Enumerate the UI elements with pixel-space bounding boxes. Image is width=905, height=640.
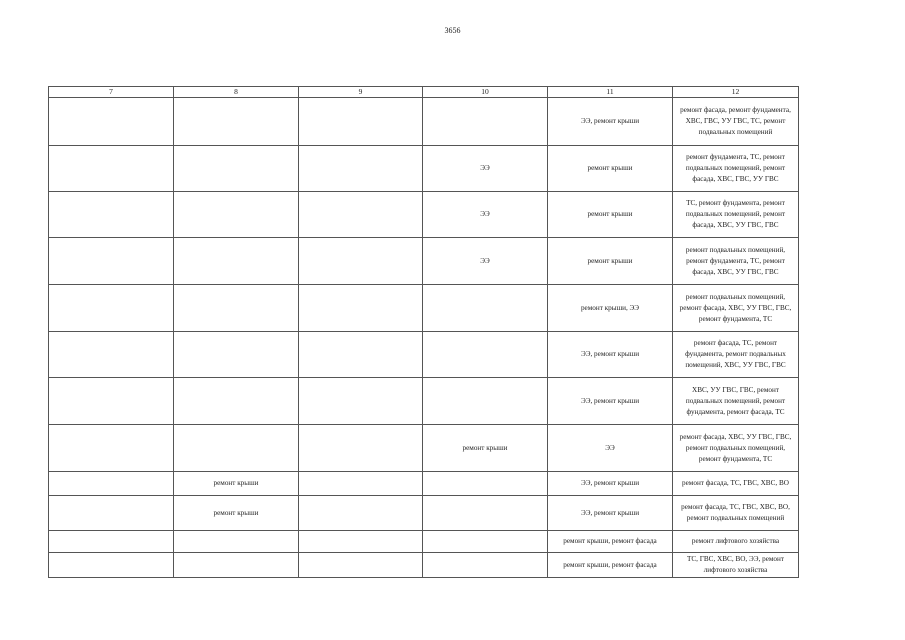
header-row [49, 87, 799, 98]
table-cell: ЭЭ, ремонт крыши [548, 98, 673, 146]
table-cell [174, 531, 299, 553]
table-cell [299, 332, 423, 378]
table-cell: ремонт фундамента, ТС, ремонт подвальных помещений, ремонт фасада, ХВС, ГВС, УУ ГВС [673, 146, 799, 192]
table-cell [423, 472, 548, 496]
table-row [49, 192, 799, 238]
table-cell [49, 146, 174, 192]
table-cell: ремонт крыши [423, 425, 548, 472]
table-cell [49, 472, 174, 496]
table-cell [174, 378, 299, 425]
table-row [49, 378, 799, 425]
column-header: 9 [299, 87, 423, 98]
table-cell [174, 332, 299, 378]
table-cell [423, 98, 548, 146]
table-cell: ЭЭ [423, 146, 548, 192]
table-cell [49, 285, 174, 332]
table-cell [49, 531, 174, 553]
table-cell [423, 553, 548, 578]
table-cell [49, 553, 174, 578]
table-cell [49, 192, 174, 238]
table-cell [49, 98, 174, 146]
table-cell: ремонт крыши, ЭЭ [548, 285, 673, 332]
table-cell [174, 238, 299, 285]
column-header: 8 [174, 87, 299, 98]
table-cell [299, 192, 423, 238]
table-cell: ТС, ГВС, ХВС, ВО, ЭЭ, ремонт лифтового хозяйства [673, 553, 799, 578]
table-cell [299, 531, 423, 553]
table-cell [299, 378, 423, 425]
table-cell [299, 472, 423, 496]
table-row [49, 425, 799, 472]
table-cell [49, 496, 174, 531]
table-cell: ЭЭ [423, 238, 548, 285]
table-cell: ремонт крыши [548, 192, 673, 238]
column-header: 10 [423, 87, 548, 98]
page-number: 3656 [444, 26, 461, 35]
table-cell [174, 425, 299, 472]
table-cell [423, 332, 548, 378]
table-cell [299, 285, 423, 332]
table-cell: ремонт крыши [174, 472, 299, 496]
table-cell: ТС, ремонт фундамента, ремонт подвальных помещений, ремонт фасада, ХВС, УУ ГВС, ГВС [673, 192, 799, 238]
table-row [49, 496, 799, 531]
table-row [49, 98, 799, 146]
table-cell [423, 531, 548, 553]
table-cell: ремонт подвальных помещений, ремонт фундамента, ТС, ремонт фасада, ХВС, УУ ГВС, ГВС [673, 238, 799, 285]
table-cell: ХВС, УУ ГВС, ГВС, ремонт подвальных помещений, ремонт фундамента, ремонт фасада, ТС [673, 378, 799, 425]
table-cell [49, 425, 174, 472]
table-cell: ремонт крыши [174, 496, 299, 531]
table-cell: ремонт крыши, ремонт фасада [548, 531, 673, 553]
table-cell: ЭЭ [548, 425, 673, 472]
table-cell [423, 378, 548, 425]
table-cell: ремонт фасада, ремонт фундамента, ХВС, ГВС, УУ ГВС, ТС, ремонт подвальных помещений [673, 98, 799, 146]
table-cell: ремонт фасада, ТС, ГВС, ХВС, ВО, ремонт подвальных помещений [673, 496, 799, 531]
column-header: 12 [673, 87, 799, 98]
table-cell [174, 192, 299, 238]
table-cell: ремонт крыши [548, 238, 673, 285]
table-row [49, 332, 799, 378]
table-row [49, 238, 799, 285]
table-row [49, 472, 799, 496]
table-cell [49, 378, 174, 425]
table-cell [174, 553, 299, 578]
table-cell [174, 146, 299, 192]
table-cell: ремонт лифтового хозяйства [673, 531, 799, 553]
table-cell [299, 98, 423, 146]
column-header: 7 [49, 87, 174, 98]
table-cell [299, 553, 423, 578]
table-cell [49, 238, 174, 285]
table-cell [49, 332, 174, 378]
table-cell [174, 98, 299, 146]
table-cell [299, 425, 423, 472]
table-cell [423, 496, 548, 531]
table-cell: ремонт фасада, ТС, ремонт фундамента, ремонт подвальных помещений, ХВС, УУ ГВС, ГВС [673, 332, 799, 378]
table-cell: ремонт фасада, ТС, ГВС, ХВС, ВО [673, 472, 799, 496]
table-cell: ремонт фасада, ХВС, УУ ГВС, ГВС, ремонт подвальных помещений, ремонт фундамента, ТС [673, 425, 799, 472]
table-cell: ЭЭ, ремонт крыши [548, 378, 673, 425]
table-cell: ЭЭ, ремонт крыши [548, 496, 673, 531]
table-cell: ремонт крыши, ремонт фасада [548, 553, 673, 578]
table-cell: ЭЭ, ремонт крыши [548, 332, 673, 378]
table-cell: ЭЭ [423, 192, 548, 238]
table-row [49, 531, 799, 553]
works-table [48, 86, 799, 578]
table-row [49, 146, 799, 192]
table-cell: ремонт крыши [548, 146, 673, 192]
table-cell [423, 285, 548, 332]
table-cell: ЭЭ, ремонт крыши [548, 472, 673, 496]
table-row [49, 285, 799, 332]
table-cell: ремонт подвальных помещений, ремонт фасада, ХВС, УУ ГВС, ГВС, ремонт фундамента, ТС [673, 285, 799, 332]
column-header: 11 [548, 87, 673, 98]
table-cell [299, 496, 423, 531]
table-cell [174, 285, 299, 332]
table-cell [299, 238, 423, 285]
table-cell [299, 146, 423, 192]
table-row [49, 553, 799, 578]
